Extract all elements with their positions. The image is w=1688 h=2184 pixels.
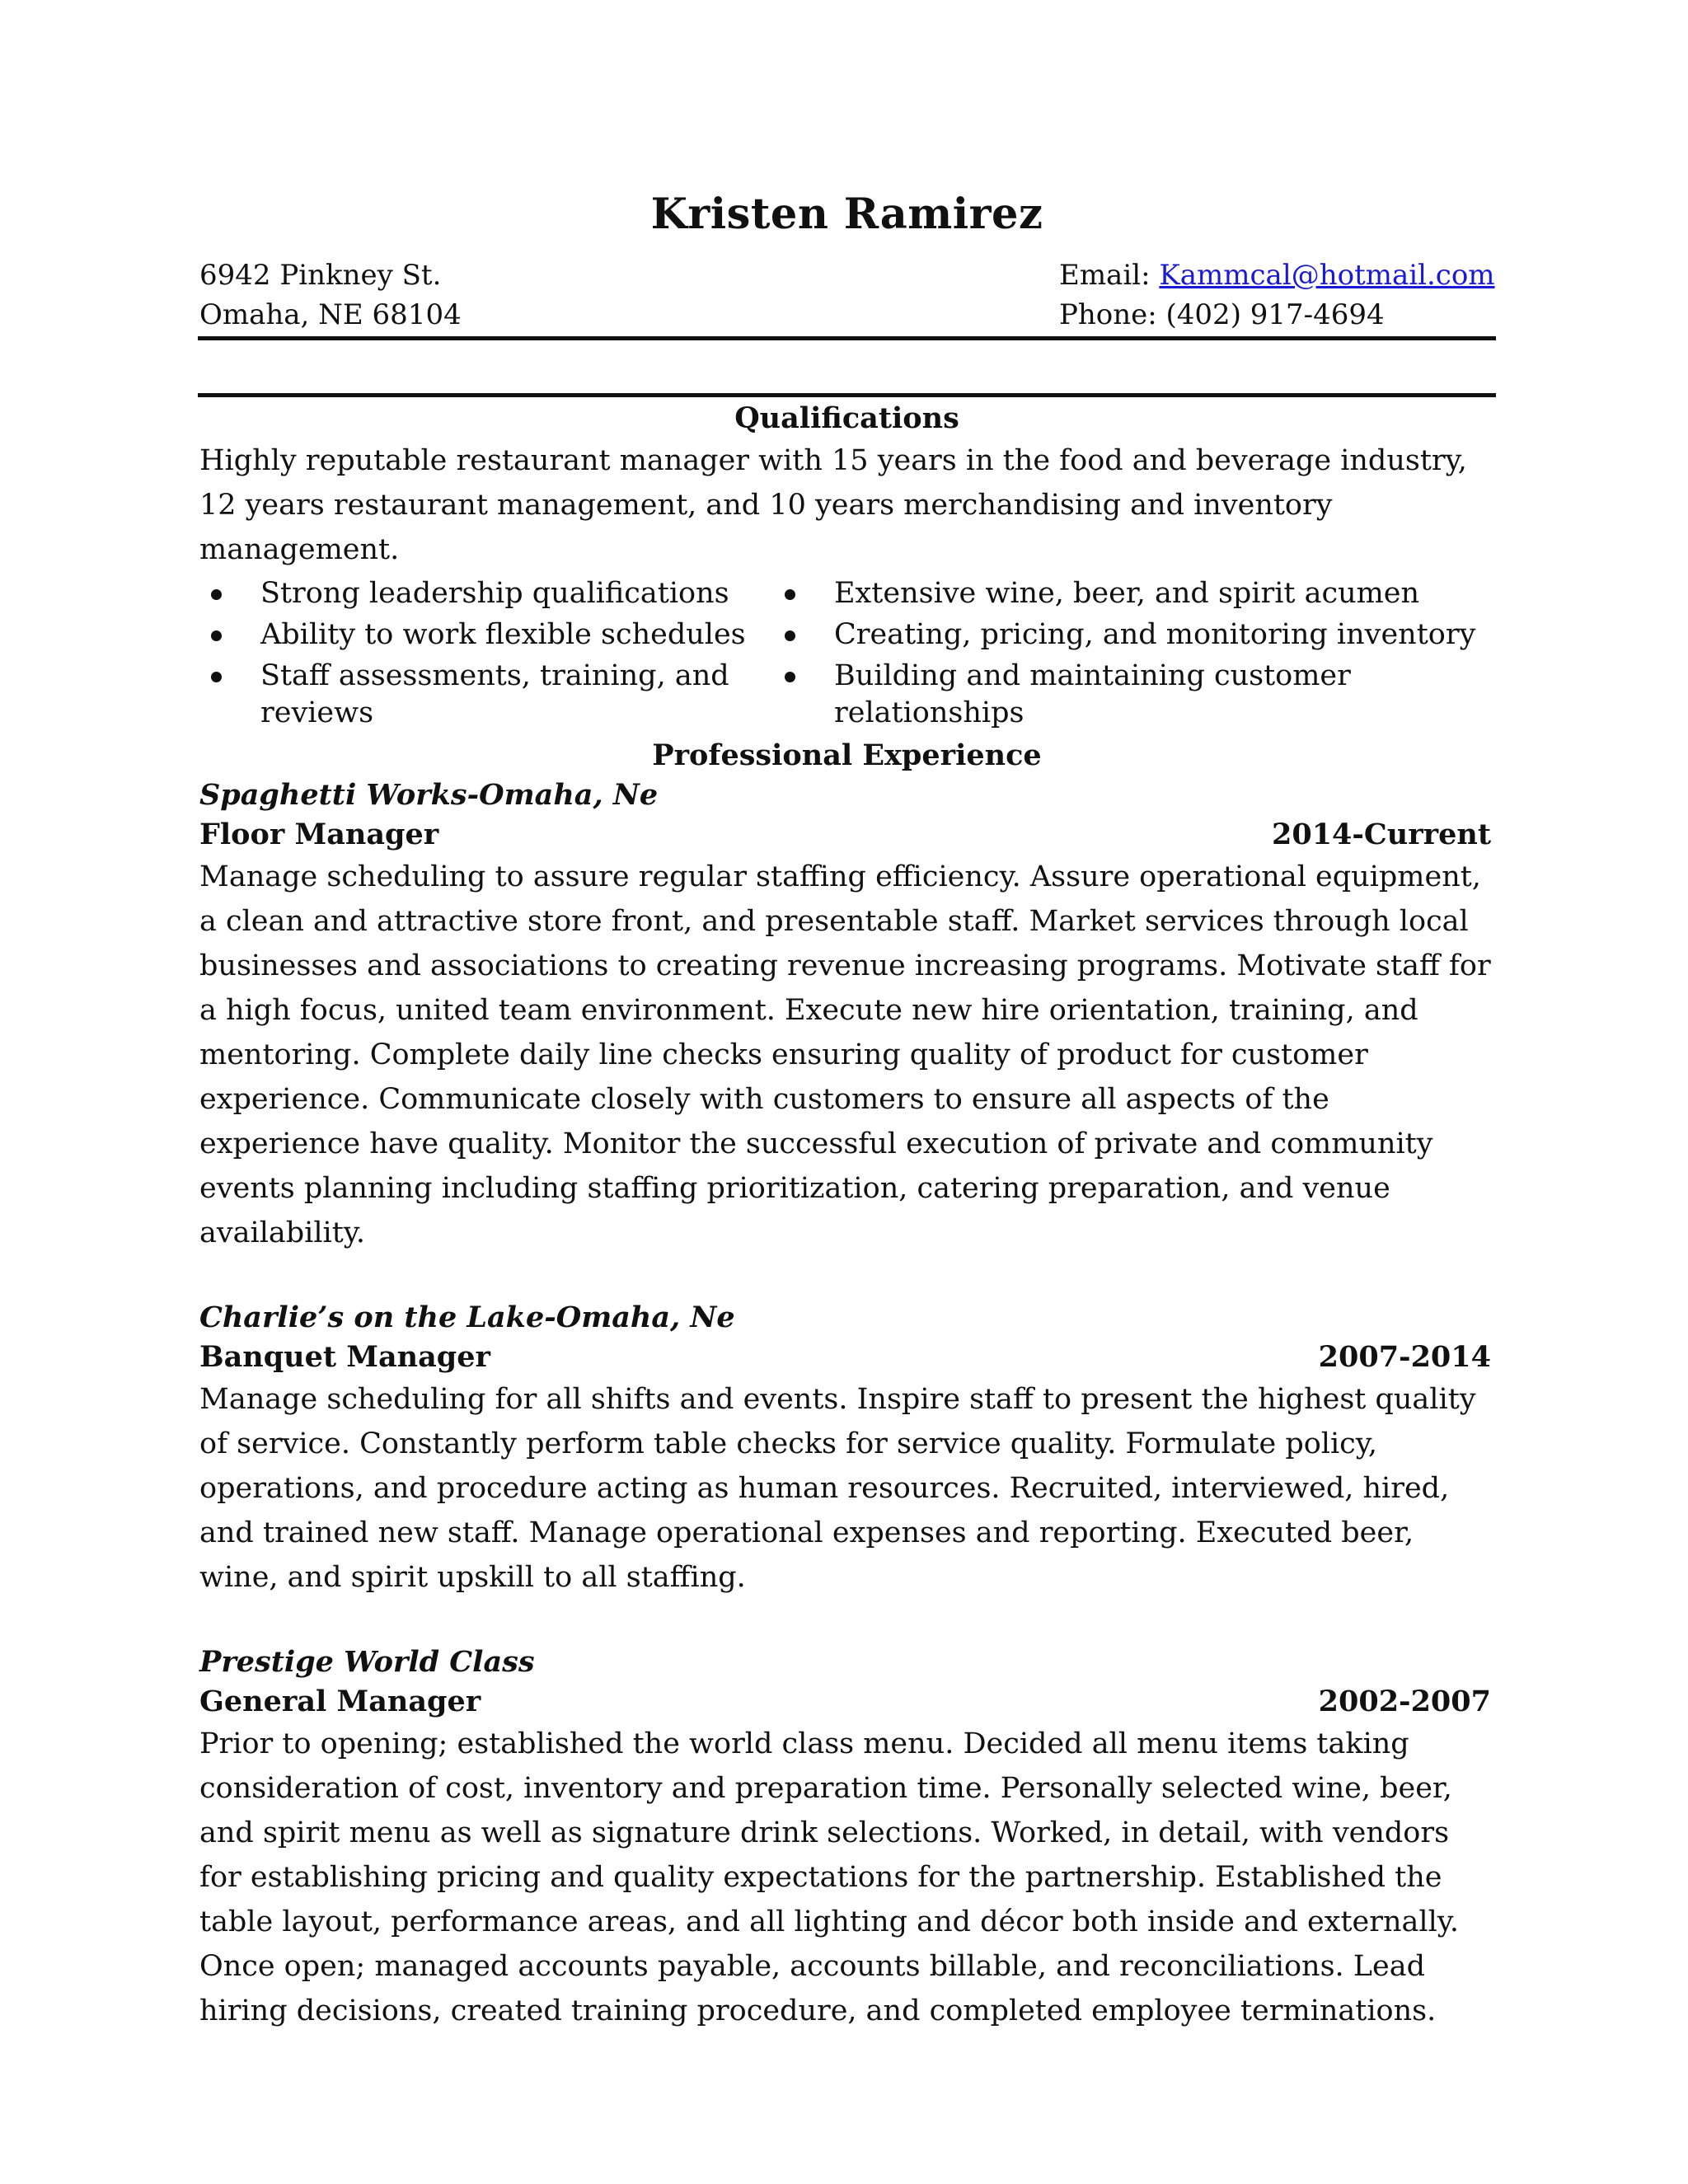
bullet-item [211,658,771,732]
bullet-icon [211,630,222,641]
bullet-text: Building and maintaining customer relationships [834,659,1351,729]
job-description: Manage scheduling for all shifts and events. Inspire staff to present the highest quality of service. Constantly perform table checks for service quality. Formulate policy, operations, and procedure acting as human resources. Recruited, interviewed, hired, and trained new staff. Manage operational expenses and reporting. Executed beer, wine, and spirit upskill to all staffing. [199,1383,1476,1594]
job-company: Spaghetti Works-Omaha, Ne [199,778,659,812]
job-company: Charlie’s on the Lake-Omaha, Ne [199,1301,735,1334]
bullet-icon [785,589,795,600]
job-description: Manage scheduling to assure regular staffing efficiency. Assure operational equipment, a clean and attractive store front, and presentable staff. Market services through local businesses and associations to creating revenue increasing programs. Motivate staff for a high focus, united team environment. Execute new hire orientation, training, and mentoring. Complete daily line checks ensuring quality of product for customer experience. Communicate closely with customers to ensure all aspects of the experience have quality. Monitor the successful execution of private and community events planning including staffing prioritization, catering preparation, and venue availability. [199,860,1491,1249]
job-description: Prior to opening; established the world class menu. Decided all menu items taking consideration of cost, inventory and preparation time. Personally selected wine, beer, and spirit menu as well as signature drink selections. Worked, in detail, with vendors for establishing pricing and quality expectations for the partnership. Established the table layout, performance areas, and all lighting and décor both inside and externally. Once open; managed accounts payable, accounts billable, and reconciliations. Lead hiring decisions, created training procedure, and completed employee terminations. [199,1727,1460,2027]
bullet-column-left [198,575,771,736]
bullet-item [785,575,1493,612]
job-role-row [198,815,1496,855]
resume-page [198,190,1496,2033]
bullet-icon [785,672,795,682]
bullet-column-right [771,575,1493,736]
bullet-item [785,616,1493,654]
email-link[interactable]: Kammcal@hotmail.com [1159,259,1495,292]
job-role-row [198,1682,1496,1722]
qualifications-summary: Highly reputable restaurant manager with 15 years in the food and beverage industry, 12 years restaurant management, and 10 years merchandising and inventory management. [199,444,1467,566]
job-entry [198,776,1496,1255]
job-role: Floor Manager [199,818,439,851]
job-dates: 2002-2007 [1318,1685,1491,1718]
email-label: Email: [1059,259,1151,292]
phone-number: (402) 917-4694 [1165,298,1385,331]
job-role: General Manager [199,1685,481,1718]
bullet-item [211,575,771,612]
job-entry [198,1298,1496,1600]
job-entry [198,1643,1496,2033]
address-block [199,255,462,335]
job-role: Banquet Manager [199,1340,490,1374]
email-row [1059,255,1496,295]
experience-heading: Professional Experience [652,738,1042,772]
contact-block [198,255,1496,335]
job-dates: 2014-Current [1271,818,1491,851]
qualifications-heading: Qualifications [734,401,959,435]
phone-label: Phone: [1059,298,1157,331]
job-role-row [198,1338,1496,1377]
job-dates: 2007-2014 [1318,1340,1491,1374]
bullet-icon [211,672,222,682]
bullet-item [785,658,1493,732]
bullet-text: Staff assessments, training, and reviews [260,659,729,729]
bullet-text: Ability to work flexible schedules [260,618,746,651]
bullet-text: Extensive wine, beer, and spirit acumen [834,577,1420,610]
bullet-text: Strong leadership qualifications [260,577,729,610]
contact-details [1059,255,1496,335]
header-divider-top [198,336,1496,340]
address-line-1: 6942 Pinkney St. [199,259,442,292]
resume-name: Kristen Ramirez [650,190,1043,239]
job-company: Prestige World Class [199,1645,535,1679]
address-line-2: Omaha, NE 68104 [199,298,462,331]
bullet-text: Creating, pricing, and monitoring inventory [834,618,1476,651]
bullet-item [211,616,771,654]
bullet-icon [211,589,222,600]
phone-row [1059,295,1496,335]
bullet-icon [785,630,795,641]
qualifications-bullets [198,575,1496,736]
header-divider-bottom [198,393,1496,397]
